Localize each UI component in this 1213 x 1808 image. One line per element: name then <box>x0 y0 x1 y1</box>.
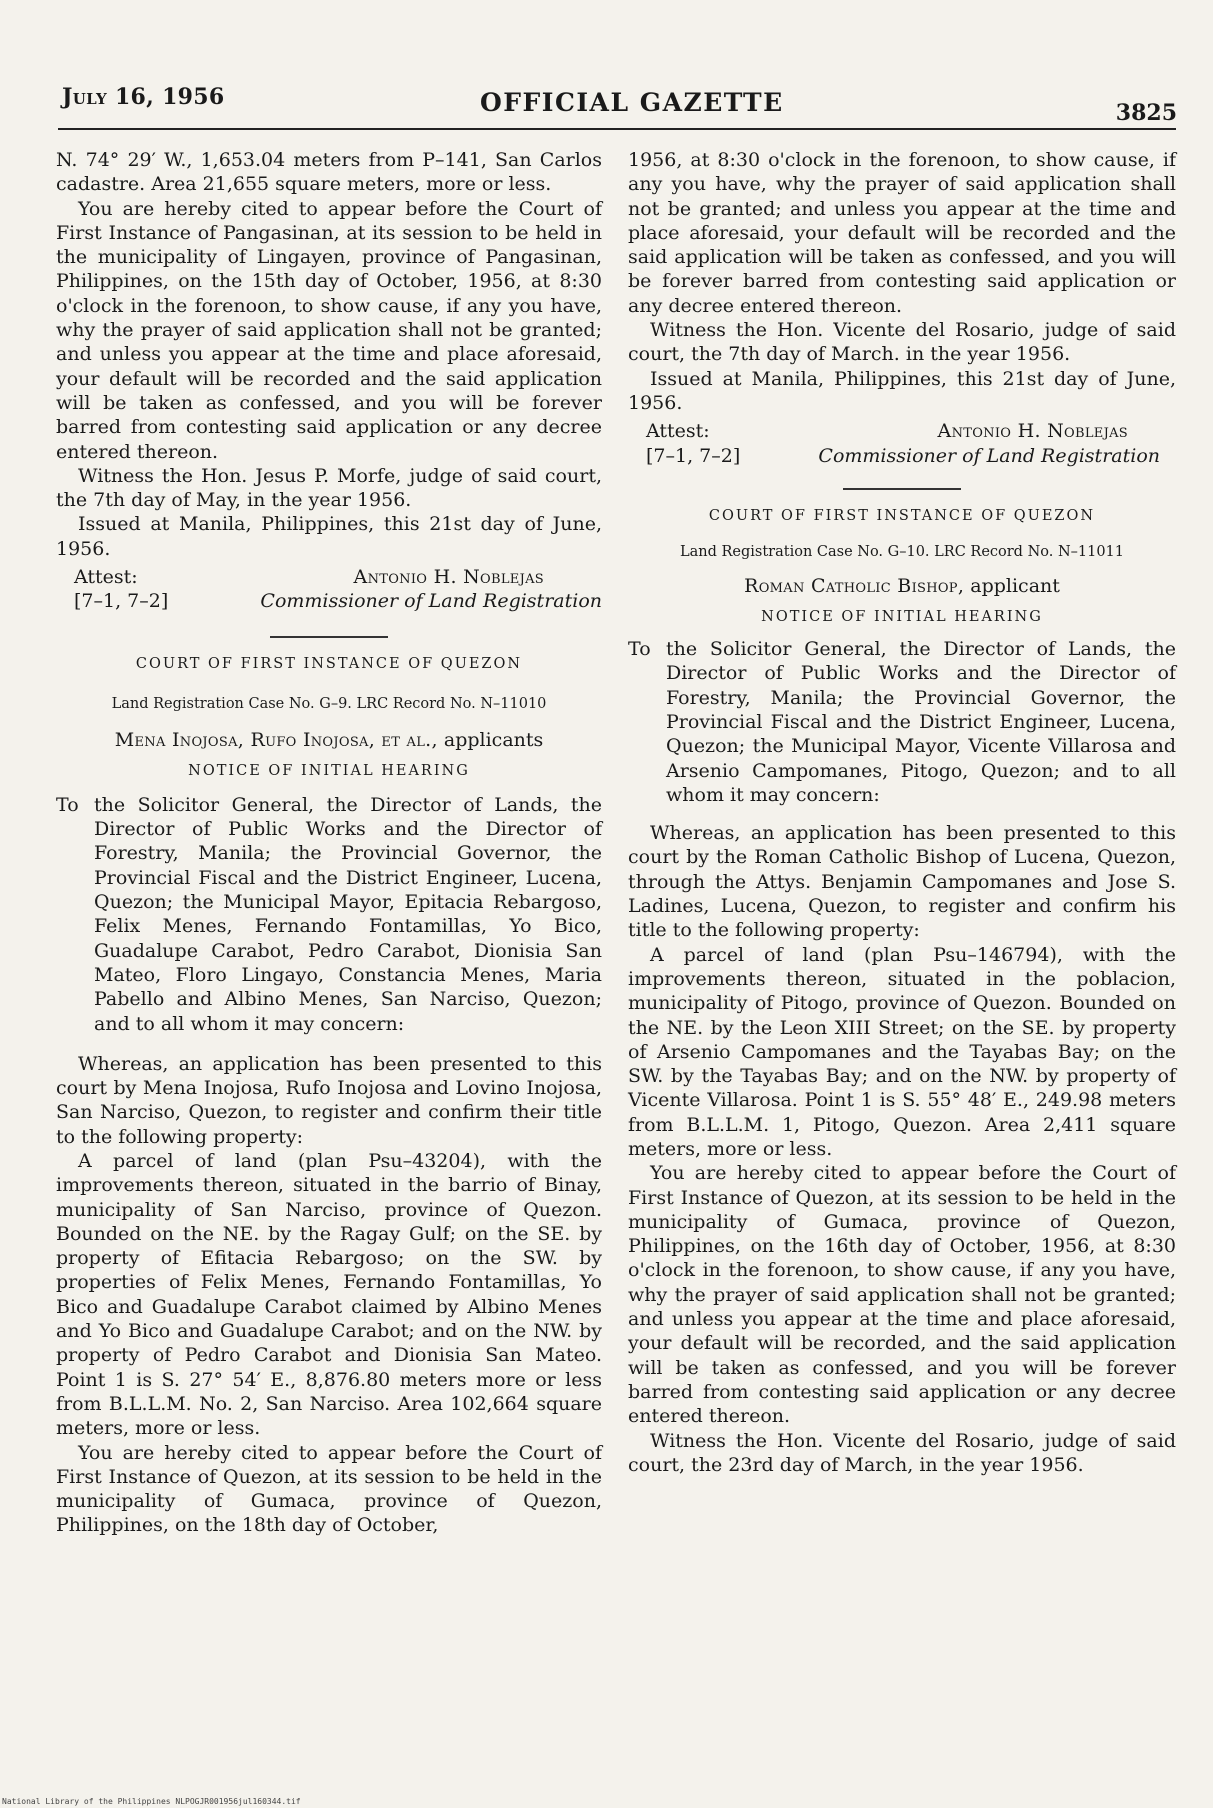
page-header <box>62 80 1177 126</box>
paragraph: Witness the Hon. Vicente del Rosario, judge of said court, the 7th day of March. in the year 1956. <box>628 319 1176 366</box>
applicants-line <box>56 728 602 752</box>
right-column <box>628 148 1176 1477</box>
to-label: To <box>56 793 79 816</box>
court-heading: COURT OF FIRST INSTANCE OF QUEZON <box>135 655 523 672</box>
attest-name: Antonio H. Noblejas <box>937 420 1128 443</box>
issue-date: July 16, 1956 <box>62 84 225 110</box>
attest-title: Commissioner of Land Registration <box>818 444 1160 467</box>
to-label: To <box>628 638 651 661</box>
applicants-line <box>628 574 1176 598</box>
addressees-block <box>56 793 602 1036</box>
paragraph: Issued at Manila, Philippines, this 21st day of June, 1956. <box>628 367 1176 414</box>
paragraph: You are hereby cited to appear before the Court of First Instance of Quezon, at its session to be held in the municipality of Gumaca, province of Quezon, Philippines, on the 16th day of October, 1956, at 8:30 o'clock in the forenoon, to show cause, if any you have, why the prayer of said application shall not be granted; and unless you appear at the time and place aforesaid, your default will be recorded, and the said application will be taken as confessed, and you will be forever barred from contesting said application or any decree entered thereon. <box>628 1162 1176 1428</box>
paragraph: Witness the Hon. Jesus P. Morfe, judge of said court, the 7th day of May, in the year 1956. <box>56 464 602 512</box>
paragraph: Whereas, an application has been presented to this court by the Roman Catholic Bishop of Lucena, Quezon, through the Attys. Benjamin Campomanes and Jose S. Ladines, Lucena, Quezon, to register and confirm his title to the following property: <box>628 822 1176 942</box>
publication-title: OFFICIAL GAZETTE <box>480 88 784 117</box>
attest-line-2 <box>74 589 602 613</box>
attest-name: Antonio H. Noblejas <box>353 566 544 589</box>
applicant-role: applicant <box>964 575 1060 598</box>
applicant-names: Roman Catholic Bishop, <box>744 575 965 598</box>
paragraph: You are hereby cited to appear before the Court of First Instance of Quezon, at its session to be held in the municipality of Gumaca, province of Quezon, Philippines, on the 18th day of October, <box>56 1441 602 1537</box>
attest-label: Attest: <box>74 566 138 589</box>
paragraph: Whereas, an application has been presented to this court by Mena Inojosa, Rufo Inojosa and Lovino Inojosa, San Narciso, Quezon, to register and confirm their title to the following property: <box>56 1052 602 1148</box>
addressees-block <box>628 637 1176 807</box>
paragraph: A parcel of land (plan Psu–43204), with the improvements thereon, situated in the barrio of Binay, municipality of San Narciso, province of Quezon. Bounded on the NE. by the Ragay Gulf; on the SE. by property of Efitacia Rebargoso; on the SW. by properties of Felix Menes, Fernando Fontamillas, Yo Bico and Guadalupe Carabot claimed by Albino Menes and Yo Bico and Guadalupe Carabot; and on the NW. by property of Pedro Carabot and Dionisia San Mateo. Point 1 is S. 27° 54′ E., 8,876.80 meters more or less from B.L.L.M. No. 2, San Narciso. Area 102,664 square meters, more or less. <box>56 1149 602 1440</box>
notice-heading: NOTICE OF INITIAL HEARING <box>761 608 1043 625</box>
paragraph: Issued at Manila, Philippines, this 21st day of June, 1956. <box>56 513 602 560</box>
attest-label: Attest: <box>646 420 710 443</box>
issue-reference: [7–1, 7–2] <box>74 590 169 613</box>
attest-line <box>646 419 1176 443</box>
scan-source-footer: National Library of the Philippines NLPOGJR001956jul160344.tif <box>2 1797 301 1806</box>
paragraph: Witness the Hon. Vicente del Rosario, judge of said court, the 23rd day of March, in the year 1956. <box>628 1429 1176 1476</box>
addressees: the Solicitor General, the Director of Lands, the Director of Public Works and the Director of Forestry, Manila; the Provincial Governor, the Provincial Fiscal and the District Engineer, Lucena, Quezon; the Municipal Mayor, Vicente Villarosa and Arsenio Campomanes, Pitogo, Quezon; and to all whom it may concern: <box>666 638 1176 806</box>
addressees: the Solicitor General, the Director of Lands, the Director of Public Works and the Director of Forestry, Manila; the Provincial Governor, the Provincial Fiscal and the District Engineer, Lucena, Quezon; the Municipal Mayor, Epitacia Rebargoso, Felix Menes, Fernando Fontamillas, Yo Bico, Guadalupe Carabot, Pedro Carabot, Dionisia San Mateo, Floro Lingayo, Constancia Menes, Maria Pabello and Albino Menes, San Narciso, Quezon; and to all whom it may concern: <box>94 793 602 1035</box>
paragraph: N. 74° 29′ W., 1,653.04 meters from P–141, San Carlos cadastre. Area 21,655 square meters, more or less. <box>56 149 602 196</box>
case-number: Land Registration Case No. G–9. LRC Record No. N–11010 <box>111 695 547 712</box>
issue-reference: [7–1, 7–2] <box>646 444 741 467</box>
attest-title: Commissioner of Land Registration <box>260 590 602 613</box>
applicant-names: Mena Inojosa, Rufo Inojosa, et al., <box>114 729 438 752</box>
paragraph: 1956, at 8:30 o'clock in the forenoon, to show cause, if any you have, why the prayer of said application shall not be granted; and unless you appear at the time and place aforesaid, your default will be recorded and the said application will be taken as confessed, and you will be forever barred from contesting said application or any decree entered thereon. <box>628 149 1176 317</box>
court-heading: COURT OF FIRST INSTANCE OF QUEZON <box>708 507 1096 524</box>
attest-line-2 <box>646 444 1176 468</box>
applicant-role: applicants <box>437 729 544 752</box>
attest-line <box>74 565 602 589</box>
paragraph: You are hereby cited to appear before the Court of First Instance of Pangasinan, at its session to be held in the municipality of Lingayen, province of Pangasinan, Philippines, on the 15th day of October, 1956, at 8:30 o'clock in the forenoon, to show cause, if any you have, why the prayer of said application shall not be granted; and unless you appear at the time and place aforesaid, your default will be recorded and the said application will be taken as confessed, and you will be forever barred from contesting said application or any decree entered thereon. <box>56 197 602 463</box>
notice-heading: NOTICE OF INITIAL HEARING <box>188 762 470 779</box>
page-number: 3825 <box>1115 100 1177 126</box>
header-rule <box>58 128 1176 130</box>
left-column <box>56 148 602 1538</box>
paragraph: A parcel of land (plan Psu–146794), with the improvements thereon, situated in the poblacion, municipality of Pitogo, province of Quezon. Bounded on the NE. by the Leon XIII Street; on the SE. by property of Arsenio Campomanes and the Tayabas Bay; on the SW. by the Tayabas Bay; and on the NW. by property of Vicente Villarosa. Point 1 is S. 55° 48′ E., 249.98 meters from B.L.L.M. 1, Pitogo, Quezon. Area 2,411 square meters, more or less. <box>628 943 1176 1160</box>
case-number: Land Registration Case No. G–10. LRC Record No. N–11011 <box>679 544 1125 561</box>
